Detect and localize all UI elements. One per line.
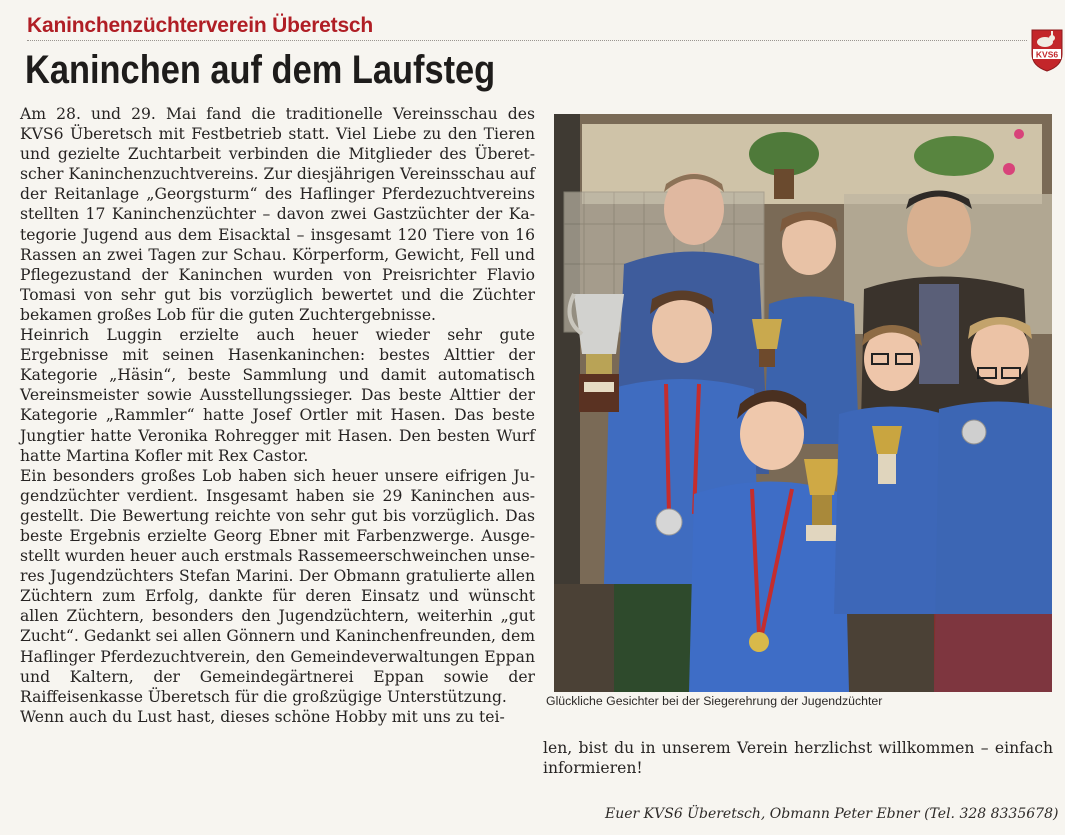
- paragraph-invite: Wenn auch du Lust hast, dieses schöne Hobby mit uns zu tei-: [20, 707, 505, 726]
- paragraph-youth: Ein besonders großes Lob haben sich heuer unsere eifrigen Jugendzüchter verdient. Insgesamt haben sie 29 Kaninchen ausgestellt. Die Bewertung reichte von sehr gut bis vorzüglich. Das beste Ergebnis erzielte Georg Ebner mit Farbenzwerge. Ausgestellt wurden heuer auch erstmals Rassemeerschweinchen unseres Jugendzüchters Stefan Marini. Der Obmann gratulierte allen Züchtern zum Erfolg, dankte für deren Einsatz und wünscht allen Züchtern, besonders den Jugendzüchtern, weiterhin „gut Zucht“. Gedankt sei allen Gönnern und Kaninchenfreunden, dem Haflinger Pferdezuchtverein, den Gemeindeverwaltungen Eppan und Kaltern, der Gemeindegärtnerei Eppan sowie der Raiffeisenkasse Überetsch für die großzügige Unterstützung.: [20, 466, 535, 706]
- article-continuation: len, bist du in unserem Verein herzlichst willkommen – einfach informieren!: [543, 739, 1053, 777]
- award-photo: [554, 114, 1052, 692]
- article-body: [20, 104, 535, 727]
- article-signature: Euer KVS6 Überetsch, Obmann Peter Ebner (Tel. 328 8335678): [605, 806, 1059, 822]
- paragraph-intro: Am 28. und 29. Mai fand die traditionelle Vereinsschau des KVS6 Überetsch mit Festbetrieb statt. Viel Liebe zu den Tieren und gezielte Zuchtarbeit verbinden die Mitglieder des Überetscher Kaninchenzuchtvereins. Zur diesjährigen Vereinsschau auf der Reitanlage „Georgsturm“ des Haflinger Pferdezuchtvereins stellten 17 Kaninchenzüchter – davon zwei Gastzüchter der Kategorie Jugend aus dem Eisacktal – insgesamt 120 Tiere von 16 Rassen an zwei Tagen zur Schau. Körperform, Gewicht, Fell und Pflegezustand der Kaninchen wurden von Preisrichter Flavio Tomasi von sehr gut bis vorzüglich bewertet und die Züchter bekamen großes Lob für die guten Zuchtergebnisse.: [20, 105, 535, 324]
- kvs6-logo: [1030, 28, 1064, 72]
- paragraph-results: Heinrich Luggin erzielte auch heuer wieder sehr gute Ergebnisse mit seinen Hasenkaninchen: bestes Alttier der Kategorie „Häsin“, beste Sammlung und damit automatisch Vereinsmeister sowie Ausstellungssieger. Das beste Alttier der Kategorie „Rammler“ hatte Josef Ortler mit Hasen. Das beste Jungtier hatte Veronika Rohregger mit Hasen. Den besten Wurf hatte Martina Kofler mit Rex Castor.: [20, 326, 535, 465]
- article-headline: Kaninchen auf dem Laufsteg: [25, 48, 496, 92]
- logo-text: KVS6: [1035, 49, 1059, 60]
- award-photo-illustration: [554, 114, 1052, 692]
- header-divider: [27, 40, 1027, 41]
- photo-caption: Glückliche Gesichter bei der Siegerehrung der Jugendzüchter: [546, 694, 883, 708]
- org-name: Kaninchenzüchterverein Überetsch: [27, 14, 374, 37]
